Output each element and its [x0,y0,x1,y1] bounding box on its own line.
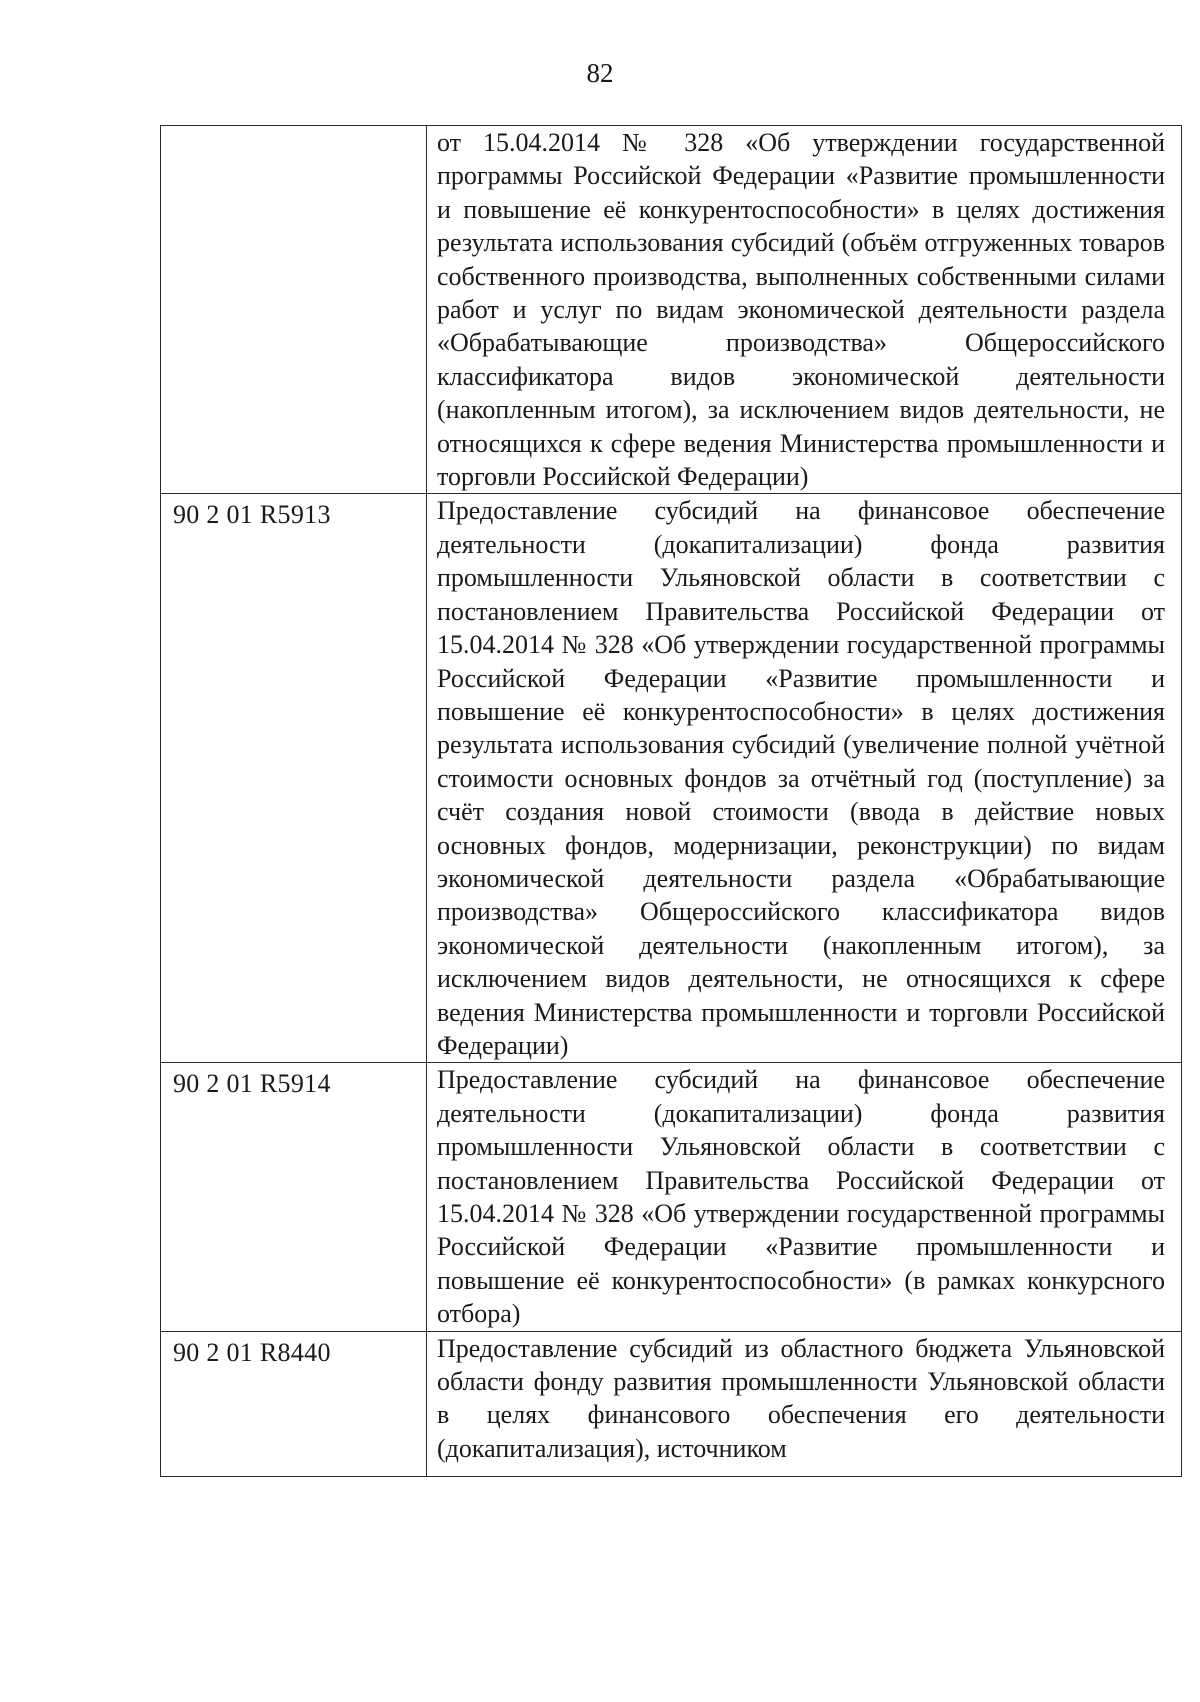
table-row [161,1331,1182,1476]
table-row [161,126,1182,494]
description-cell: Предоставление субсидий на финансовое обеспечение деятельности (докапитализации) фонда развития промышленности Ульяновской области в соответствии с постановлением Правительства Российской Федерации от 15.04.2014 № 328 «Об утверждении государственной программы Российской Федерации «Развитие промышленности и повышение её конкурентоспособности» (в рамках конкурсного отбора) [427,1063,1182,1331]
code-cell: 90 2 01 R5914 [161,1063,427,1331]
table-row [161,1063,1182,1331]
table-row [161,494,1182,1063]
description-cell: Предоставление субсидий на финансовое обеспечение деятельности (докапитализации) фонда развития промышленности Ульяновской области в соответствии с постановлением Правительства Российской Федерации от 15.04.2014 № 328 «Об утверждении государственной программы Российской Федерации «Развитие промышленности и повышение её конкурентоспособности» в целях достижения результата использования субсидий (увеличение полной учётной стоимости основных фондов за отчётный год (поступление) за счёт создания новой стоимости (ввода в действие новых основных фондов, модернизации, реконструкции) по видам экономической деятельности раздела «Обрабатывающие производства» Общероссийского классификатора видов экономической деятельности (накопленным итогом), за исключением видов деятельности, не относящихся к сфере ведения Министерства промышленности и торговли Российской Федерации) [427,494,1182,1063]
page-number: 82 [586,58,614,88]
budget-classification-table [160,125,1182,1477]
code-cell: 90 2 01 R8440 [161,1331,427,1476]
description-cell: Предоставление субсидий из областного бюджета Ульяновской области фонду развития промышленности Ульяновской области в целях финансового обеспечения его деятельности (докапитализация), источником [427,1331,1182,1476]
code-cell [161,126,427,494]
description-cell: от 15.04.2014 № 328 «Об утверждении государственной программы Российской Федерации «Развитие промышленности и повышение её конкурентоспособности» в целях достижения результата использования субсидий (объём отгруженных товаров собственного производства, выполненных собственными силами работ и услуг по видам экономической деятельности раздела «Обрабатывающие производства» Общероссийского классификатора видов экономической деятельности (накопленным итогом), за исключением видов деятельности, не относящихся к сфере ведения Министерства промышленности и торговли Российской Федерации) [427,126,1182,494]
code-cell: 90 2 01 R5913 [161,494,427,1063]
